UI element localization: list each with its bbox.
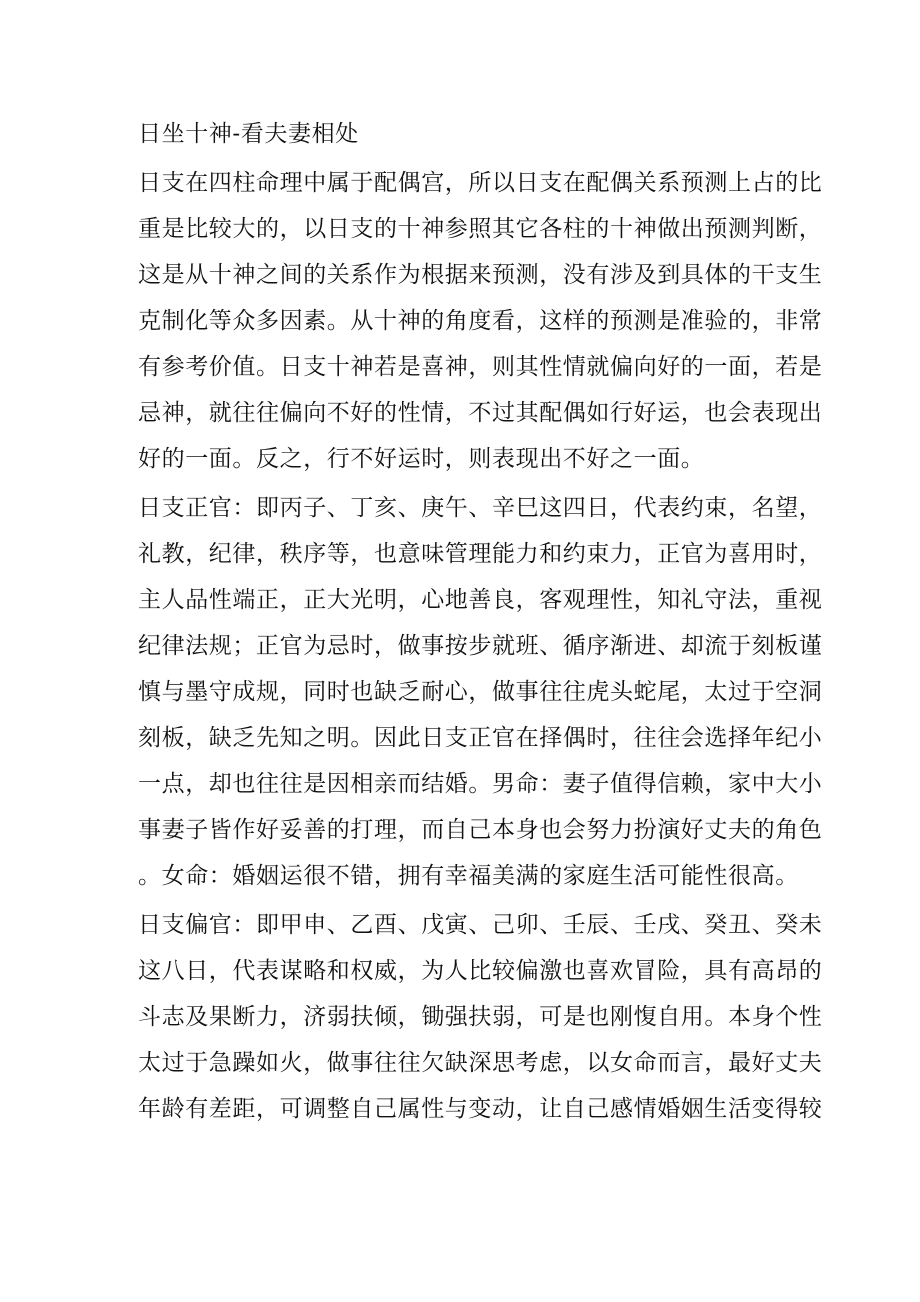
paragraph-line: 太过于急躁如火，做事往往欠缺深思考虑，以女命而言，最好丈夫 xyxy=(138,1050,823,1076)
paragraph-line: 纪律法规；正官为忌时，做事按步就班、循序渐进、却流于刻板谨 xyxy=(138,633,823,659)
paragraph-line: 慎与墨守成规，同时也缺乏耐心，做事往往虎头蛇尾，太过于空洞 xyxy=(138,679,823,705)
paragraph-line: 忌神，就往往偏向不好的性情，不过其配偶如行好运，也会表现出 xyxy=(138,400,823,426)
paragraph-line: 事妻子皆作好妥善的打理，而自己本身也会努力扮演好丈夫的角色 xyxy=(138,817,823,843)
paragraph-pianguan xyxy=(138,902,823,1132)
paragraph-line: 年龄有差距，可调整自己属性与变动，让自己感情婚姻生活变得较 xyxy=(138,1096,823,1122)
paragraph-line: 日支正官：即丙子、丁亥、庚午、辛巳这四日，代表约束，名望， xyxy=(138,495,823,521)
paragraph-line: 刻板，缺乏先知之明。因此日支正官在择偶时，往往会选择年纪小 xyxy=(138,725,823,751)
paragraph-line: 日支在四柱命理中属于配偶宫，所以日支在配偶关系预测上占的比 xyxy=(138,170,823,196)
paragraph-line: 一点，却也往往是因相亲而结婚。男命：妻子值得信赖，家中大小 xyxy=(138,771,823,797)
paragraph-line: 。女命：婚姻运很不错，拥有幸福美满的家庭生活可能性很高。 xyxy=(138,863,799,889)
paragraph-line: 日支偏官：即甲申、乙酉、戊寅、己卯、壬辰、壬戌、癸丑、癸未 xyxy=(138,912,823,938)
paragraph-line: 这八日，代表谋略和权威，为人比较偏激也喜欢冒险，具有高昂的 xyxy=(138,958,823,984)
paragraph-intro xyxy=(138,160,823,482)
paragraph-line: 斗志及果断力，济弱扶倾，锄强扶弱，可是也刚愎自用。本身个性 xyxy=(138,1004,823,1030)
document-body xyxy=(138,111,823,1132)
paragraph-line: 礼教，纪律，秩序等，也意味管理能力和约束力，正官为喜用时， xyxy=(138,541,823,567)
document-title: 日坐十神-看夫妻相处 xyxy=(138,121,359,147)
paragraph-line: 主人品性端正，正大光明，心地善良，客观理性，知礼守法，重视 xyxy=(138,587,823,613)
paragraph-line: 重是比较大的，以日支的十神参照其它各柱的十神做出预测判断， xyxy=(138,216,823,242)
paragraph-line: 克制化等众多因素。从十神的角度看，这样的预测是准验的，非常 xyxy=(138,308,823,334)
paragraph-line: 有参考价值。日支十神若是喜神，则其性情就偏向好的一面，若是 xyxy=(138,354,823,380)
paragraph-zhengguan xyxy=(138,485,823,899)
paragraph-line: 好的一面。反之，行不好运时，则表现出不好之一面。 xyxy=(138,446,705,472)
paragraph-line: 这是从十神之间的关系作为根据来预测，没有涉及到具体的干支生 xyxy=(138,262,823,288)
